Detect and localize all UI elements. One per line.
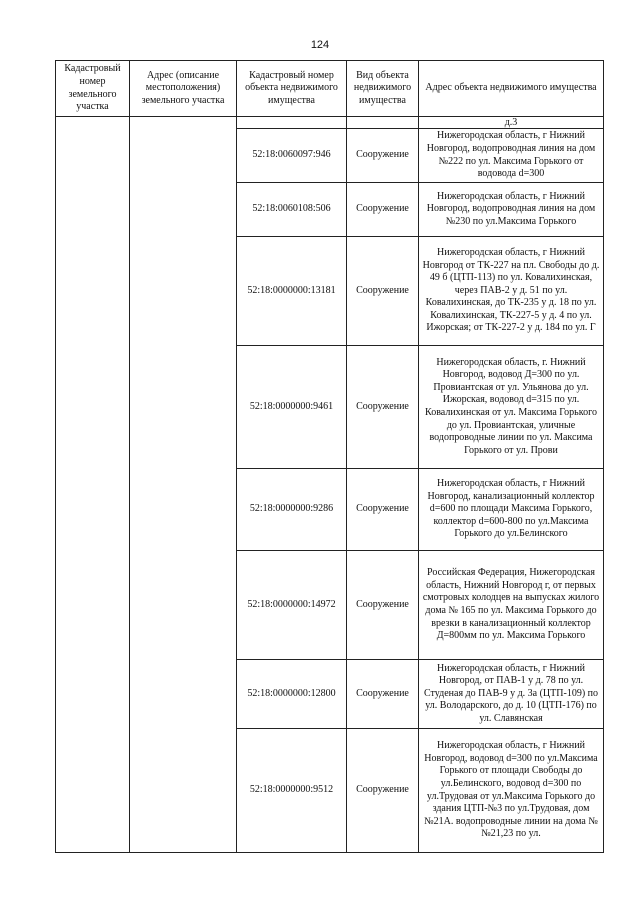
land-cadastral-number-cell <box>56 117 130 853</box>
object-type: Сооружение <box>347 469 419 551</box>
object-address: Нижегородская область, г Нижний Новгород, водопроводная линия на дом №230 по ул.Максима Горького <box>419 183 604 237</box>
object-cadastral-number: 52:18:0000000:9461 <box>237 346 347 469</box>
object-type: Сооружение <box>347 729 419 853</box>
object-type: Сооружение <box>347 551 419 660</box>
header-object-type: Вид объекта недвижимого имущества <box>347 61 419 117</box>
continuation-empty-cell <box>347 117 419 129</box>
object-address: Нижегородская область, г Нижний Новгород, водопроводная линия на дом №222 по ул. Максима Горького от водовода d=300 <box>419 129 604 183</box>
land-address-cell <box>130 117 237 853</box>
object-address: Нижегородская область, г Нижний Новгород, от ПАВ-1 у д. 78 по ул. Студеная до ПАВ-9 у д. 3а (ЦТП-109) по ул. Володарского, до д. 10 (ЦТП-176) по ул. Славянская <box>419 660 604 729</box>
object-address: Нижегородская область, г Нижний Новгород, канализационный коллектор d=600 по площади Максима Горького, коллектор d=600-800 по ул.Максима Горького до ул.Белинского <box>419 469 604 551</box>
table-row-continuation <box>56 117 604 129</box>
continuation-address: д.3 <box>419 117 604 129</box>
object-cadastral-number: 52:18:0000000:9286 <box>237 469 347 551</box>
object-type: Сооружение <box>347 129 419 183</box>
object-address: Нижегородская область, г Нижний Новгород, водовод d=300 по ул.Максима Горького от площади Свободы до ул.Белинского, водовод d=300 по ул.Трудовая от ул.Максима Горького до здания ЦТП-№3 по ул.Трудовая, дом №21А. водопроводные линии на дома №№21,23 по ул. <box>419 729 604 853</box>
object-cadastral-number: 52:18:0000000:12800 <box>237 660 347 729</box>
object-type: Сооружение <box>347 237 419 346</box>
object-address: Российская Федерация, Нижегородская область, Нижний Новгород г, от первых смотровых колодцев на выпусках жилого дома № 165 по ул. Максима Горького до врезки в канализационный коллектор Д=800мм по ул. Максима Горького <box>419 551 604 660</box>
object-type: Сооружение <box>347 183 419 237</box>
object-cadastral-number: 52:18:0060097:946 <box>237 129 347 183</box>
page-number: 124 <box>310 39 330 51</box>
object-cadastral-number: 52:18:0000000:9512 <box>237 729 347 853</box>
table-header-row <box>56 61 604 117</box>
registry-table <box>55 60 604 853</box>
continuation-empty-cell <box>237 117 347 129</box>
header-land-address: Адрес (описание местоположения) земельного участка <box>130 61 237 117</box>
object-type: Сооружение <box>347 660 419 729</box>
object-address: Нижегородская область, г Нижний Новгород от ТК-227 на пл. Свободы до д. 49 б (ЦТП-113) по ул. Ковалихинская, через ПАВ-2 у д. 51 по ул. Ковалихинская, до ТК-235 у д. 18 по ул. Ковалихинская, ТК-227-5 у д. 4 по ул. Ижорская; от ТК-227-2 у д. 184 по ул. Г <box>419 237 604 346</box>
object-address: Нижегородская область, г. Нижний Новгород, водовод Д=300 по ул. Провиантская от ул. Ульянова до ул. Ижорская, водовод d=315 по ул. Ковалихинская от ул. Максима Горького до ул. Провиантская, уличные водопроводные линии по ул. Максима Горького от ул. Прови <box>419 346 604 469</box>
object-cadastral-number: 52:18:0000000:13181 <box>237 237 347 346</box>
object-type: Сооружение <box>347 346 419 469</box>
header-land-cadastral-number: Кадастровый номер земельного участка <box>56 61 130 117</box>
header-object-address: Адрес объекта недвижимого имущества <box>419 61 604 117</box>
object-cadastral-number: 52:18:0060108:506 <box>237 183 347 237</box>
header-object-cadastral-number: Кадастровый номер объекта недвижимого имущества <box>237 61 347 117</box>
object-cadastral-number: 52:18:0000000:14972 <box>237 551 347 660</box>
